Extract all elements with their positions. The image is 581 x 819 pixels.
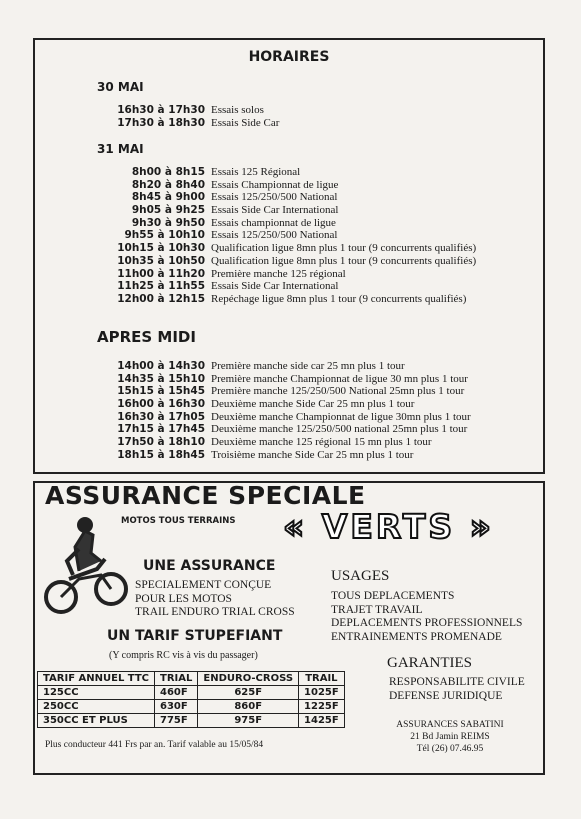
schedule-event: Essais 125 Régional <box>211 166 301 178</box>
schedule-event: Essais championnat de ligue <box>211 216 336 229</box>
garantie-line: DEFENSE JURIDIQUE <box>389 689 503 702</box>
schedule-event: Deuxième manche Championnat de ligue 30mn plus 1 tour <box>211 410 471 423</box>
schedule-time: 9h55 à 10h10 <box>124 229 205 242</box>
schedule-event: Essais Side Car International <box>211 280 339 293</box>
sabatini-address <box>375 719 525 755</box>
col-header: ENDURO-CROSS <box>198 672 299 686</box>
table-cell: 1025F <box>299 686 345 700</box>
sabatini-line: 21 Bd Jamin REIMS <box>410 732 490 742</box>
schedule-event: Deuxième manche 125/250/500 national 25mn plus 1 tour <box>211 423 468 436</box>
tarif-table-header <box>38 672 345 686</box>
horaires-title: HORAIRES <box>248 49 330 65</box>
sabatini-line: ASSURANCES SABATINI <box>396 720 504 730</box>
schedule-event: Essais 125/250/500 National <box>211 229 338 242</box>
horaires-box <box>33 38 545 474</box>
schedule-time: 11h00 à 11h20 <box>117 267 205 280</box>
schedule-event: Deuxième manche 125 régional 15 mn plus 1 tour <box>211 436 432 449</box>
schedule-event: Essais Side Car International <box>211 204 339 217</box>
schedule-event: Repéchage ligue 8mn plus 1 tour (9 concurrents qualifiés) <box>211 292 467 305</box>
schedule-time: 16h30 à 17h30 <box>117 104 205 116</box>
une-assurance-heading: UNE ASSURANCE <box>143 558 276 574</box>
schedule-event: Essais solos <box>211 104 264 116</box>
schedule-event: Première manche Championnat de ligue 30 mn plus 1 tour <box>211 372 468 385</box>
schedule-time: 16h00 à 16h30 <box>117 398 205 411</box>
table-cell: 625F <box>198 686 299 700</box>
schedule-time: 15h15 à 15h45 <box>117 385 205 398</box>
une-line: TRAIL ENDURO TRIAL CROSS <box>135 606 295 618</box>
ad-title: ASSURANCE SPECIALE <box>45 481 366 510</box>
motocross-rider-illustration <box>39 509 131 619</box>
day-30-mai: 30 MAI <box>97 80 144 94</box>
table-cell: 460F <box>155 686 198 700</box>
une-line: SPECIALEMENT CONÇUE <box>135 579 272 591</box>
schedule-time: 14h35 à 15h10 <box>117 372 205 385</box>
tarif-table <box>37 671 345 728</box>
tarif-subtitle: (Y compris RC vis à vis du passager) <box>109 650 258 661</box>
schedule-time: 9h05 à 9h25 <box>131 204 205 217</box>
table-cell: 125CC <box>38 686 155 700</box>
schedule-time: 17h30 à 18h30 <box>117 116 205 129</box>
table-cell: 350CC ET PLUS <box>38 714 155 728</box>
table-row <box>38 700 345 714</box>
table-cell: 1225F <box>299 700 345 714</box>
table-row <box>38 714 345 728</box>
verts-logo: « VERTS » <box>283 507 494 546</box>
schedule-time: 10h35 à 10h50 <box>117 254 205 267</box>
table-cell: 630F <box>155 700 198 714</box>
schedule-time: 8h00 à 8h15 <box>131 166 205 178</box>
usage-line: DEPLACEMENTS PROFESSIONNELS <box>331 617 523 629</box>
sabatini-line: Tél (26) 07.46.95 <box>416 744 484 754</box>
schedule-time: 9h30 à 9h50 <box>131 216 205 229</box>
schedule-event: Essais Championnat de ligue <box>211 178 339 191</box>
table-row <box>38 686 345 700</box>
schedule-event: Deuxième manche Side Car 25 mn plus 1 tour <box>211 398 415 411</box>
schedule-event: Première manche 125 régional <box>211 267 346 280</box>
assurance-ad <box>33 481 545 775</box>
motos-label: MOTOS TOUS TERRAINS <box>121 516 236 526</box>
schedule-event: Qualification ligue 8mn plus 1 tour (9 concurrents qualifiés) <box>211 254 477 267</box>
schedule-event: Essais Side Car <box>211 116 280 129</box>
table-cell: 250CC <box>38 700 155 714</box>
schedule-time: 8h20 à 8h40 <box>131 178 205 191</box>
col-header: TRAIL <box>299 672 345 686</box>
schedule-time: 12h00 à 12h15 <box>117 292 205 305</box>
une-line: POUR LES MOTOS <box>135 592 232 605</box>
schedule-event: Première manche 125/250/500 National 25mn plus 1 tour <box>211 385 465 398</box>
usage-line: ENTRAINEMENTS PROMENADE <box>331 630 502 643</box>
col-header: TRIAL <box>155 672 198 686</box>
garanties-heading: GARANTIES <box>387 655 472 671</box>
usages-heading: USAGES <box>331 568 390 584</box>
plus-conducteur-note: Plus conducteur 441 Frs par an. Tarif valable au 15/05/84 <box>45 740 264 750</box>
schedule-time: 17h50 à 18h10 <box>117 436 205 449</box>
schedule-time: 14h00 à 14h30 <box>117 360 205 372</box>
une-assurance-lines <box>135 579 295 620</box>
schedule-time: 11h25 à 11h55 <box>117 280 205 293</box>
garantie-line: RESPONSABILITE CIVILE <box>389 676 525 688</box>
table-cell: 1425F <box>299 714 345 728</box>
schedule-time: 10h15 à 10h30 <box>117 242 205 255</box>
schedule-event: Première manche side car 25 mn plus 1 tour <box>211 360 405 372</box>
col-header: TARIF ANNUEL TTC <box>38 672 155 686</box>
schedule-event: Qualification ligue 8mn plus 1 tour (9 concurrents qualifiés) <box>211 242 477 255</box>
usages-lines <box>331 590 522 644</box>
tarif-heading: UN TARIF STUPEFIANT <box>107 628 283 644</box>
table-cell: 775F <box>155 714 198 728</box>
apres-midi-heading: APRES MIDI <box>97 328 196 346</box>
table-cell: 975F <box>198 714 299 728</box>
schedule-event: Troisième manche Side Car 25 mn plus 1 tour <box>211 448 414 461</box>
schedule-time: 8h45 à 9h00 <box>131 191 205 204</box>
day-31-mai: 31 MAI <box>97 142 144 156</box>
usage-line: TRAJET TRAVAIL <box>331 603 423 616</box>
table-cell: 860F <box>198 700 299 714</box>
garanties-lines <box>389 676 525 703</box>
schedule-time: 18h15 à 18h45 <box>117 448 205 461</box>
schedule-event: Essais 125/250/500 National <box>211 191 338 204</box>
schedule-time: 16h30 à 17h05 <box>117 410 205 423</box>
schedule-time: 17h15 à 17h45 <box>117 423 205 436</box>
usage-line: TOUS DEPLACEMENTS <box>331 590 455 602</box>
